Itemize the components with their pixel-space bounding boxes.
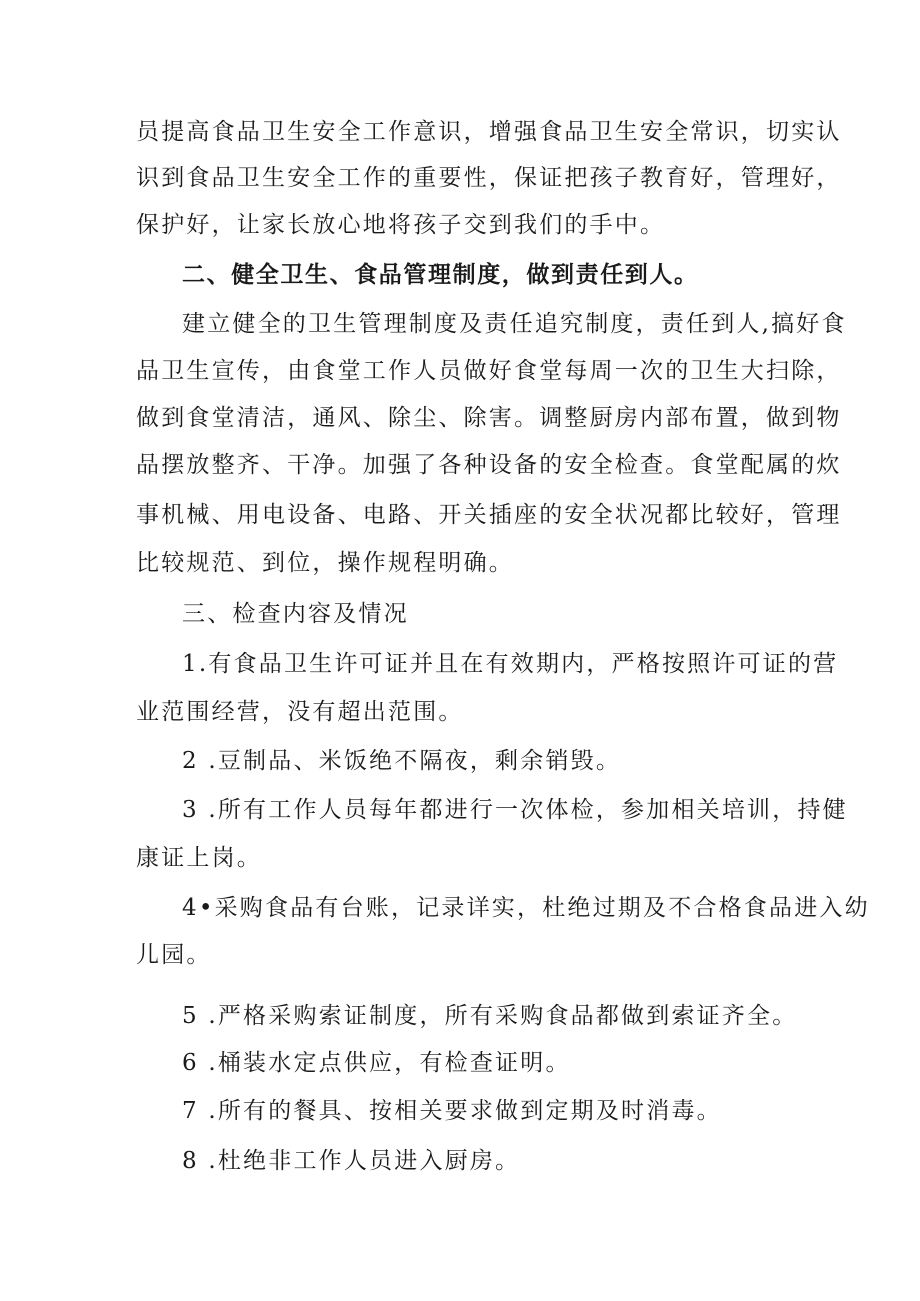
item-3-line-1: 3 .所有工作人员每年都进行一次体检，参加相关培训，持健 <box>182 797 848 823</box>
item-8: 8 .杜绝非工作人员进入厨房。 <box>182 1148 521 1174</box>
para2-line-1: 建立健全的卫生管理制度及责任追究制度，责任到人,搞好食 <box>182 311 847 337</box>
para1-line-2: 识到食品卫生安全工作的重要性，保证把孩子教育好，管理好， <box>136 165 842 191</box>
item-2: 2 .豆制品、米饭绝不隔夜，剩余销毁。 <box>182 748 622 774</box>
para2-line-2: 品卫生宣传，由食堂工作人员做好食堂每周一次的卫生大扫除， <box>136 358 842 384</box>
item-1-line-2: 业范围经营，没有超出范围。 <box>136 699 464 725</box>
item-3-line-2: 康证上岗。 <box>136 845 262 871</box>
para2-line-4: 品摆放整齐、干净。加强了各种设备的安全检查。食堂配属的炊 <box>136 452 842 478</box>
para1-line-1: 员提高食品卫生安全工作意识，增强食品卫生安全常识，切实认 <box>136 119 842 145</box>
item-4-line-1: 4•采购食品有台账，记录详实，杜绝过期及不合格食品进入幼 <box>182 895 870 921</box>
para1-line-3: 保护好，让家长放心地将孩子交到我们的手中。 <box>136 212 666 238</box>
item-7: 7 .所有的餐具、按相关要求做到定期及时消毒。 <box>182 1098 722 1124</box>
section-heading-3: 三、检查内容及情况 <box>182 601 409 627</box>
item-5: 5 .严格采购索证制度，所有采购食品都做到索证齐全。 <box>182 1003 798 1029</box>
para2-line-6: 比较规范、到位，操作规程明确。 <box>136 550 514 576</box>
item-6: 6 .桶装水定点供应，有检查证明。 <box>182 1050 571 1076</box>
section-heading-2: 二、健全卫生、食品管理制度，做到责任到人。 <box>182 262 699 288</box>
para2-line-5: 事机械、用电设备、电路、开关插座的安全状况都比较好，管理 <box>136 502 842 528</box>
item-1-line-1: 1.有食品卫生许可证并且在有效期内，严格按照许可证的营 <box>182 651 839 677</box>
para2-line-3: 做到食堂清洁，通风、除尘、除害。调整厨房内部布置，做到物 <box>136 405 842 431</box>
item-4-line-2: 儿园。 <box>136 942 212 968</box>
